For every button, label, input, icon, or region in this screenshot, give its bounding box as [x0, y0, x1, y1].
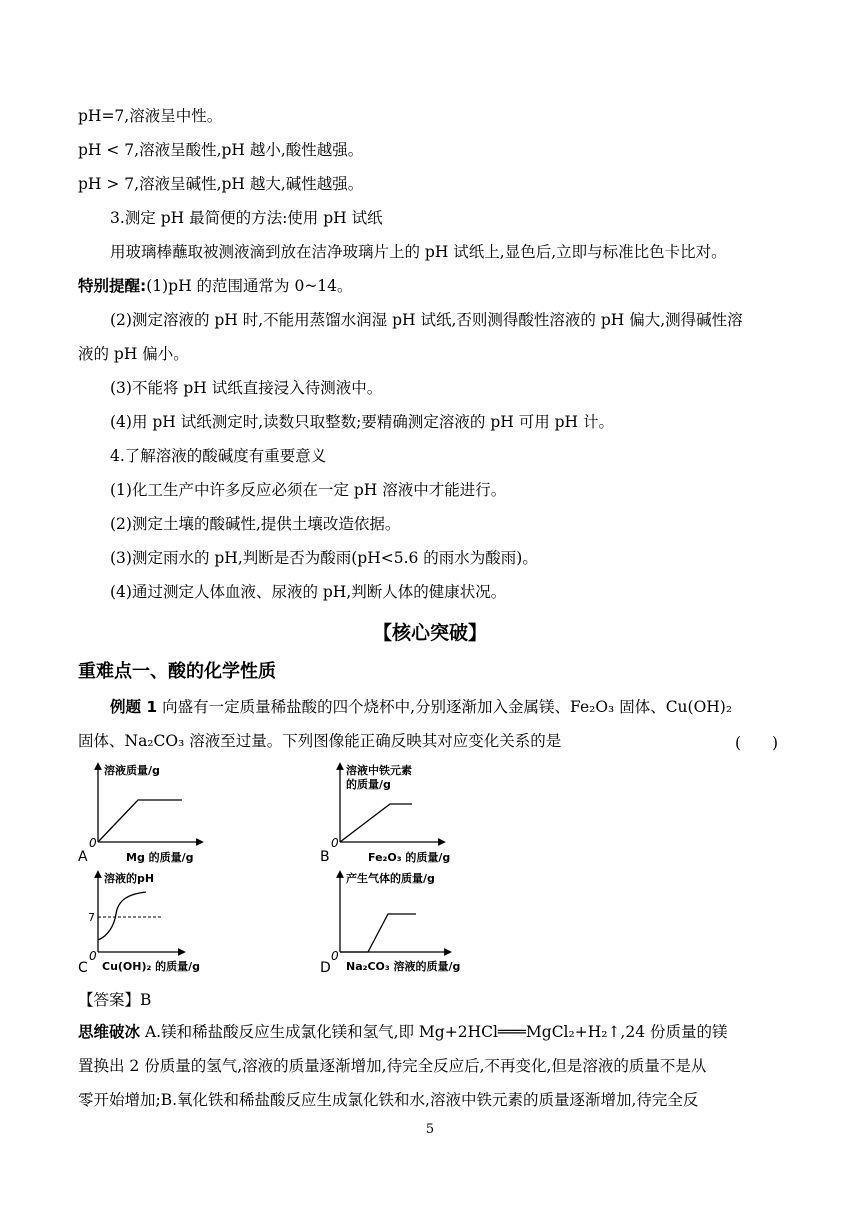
- example-text-1: 向盛有一定质量稀盐酸的四个烧杯中,分别逐渐加入金属镁、Fe₂O₃ 固体、Cu(OH)₂: [162, 698, 733, 716]
- analysis-text-1: A.镁和稀盐酸反应生成氯化镁和氢气,即 Mg+2HCl═══MgCl₂+H₂↑,24 份质量的镁: [144, 1023, 728, 1041]
- graph-a: [78, 760, 278, 865]
- text-line: 4.了解溶液的酸碱度有重要意义: [110, 447, 327, 465]
- origin-label: 0: [331, 949, 339, 963]
- reminder-text: (1)pH 的范围通常为 0~14。: [146, 277, 353, 295]
- option-letter: C: [78, 960, 88, 976]
- y-label-1: 溶液中铁元素: [346, 764, 412, 777]
- text-line: 3.测定 pH 最简便的方法:使用 pH 试纸: [110, 209, 383, 227]
- graph-b: [320, 760, 520, 865]
- y-label-2: 的质量/g: [346, 778, 391, 791]
- y-label: 产生气体的质量/g: [346, 872, 435, 885]
- reminder-label: 特别提醒:: [78, 277, 147, 295]
- page-number: 5: [425, 1122, 435, 1137]
- graph-line: [98, 892, 146, 940]
- graph-line: [340, 914, 416, 952]
- x-label: Fe₂O₃ 的质量/g: [368, 851, 451, 864]
- text-line: (4)通过测定人体血液、尿液的 pH,判断人体的健康状况。: [110, 583, 507, 601]
- x-label: Mg 的质量/g: [126, 851, 194, 864]
- analysis-line-1: [78, 1022, 728, 1042]
- text-line: (2)测定溶液的 pH 时,不能用蒸馏水润湿 pH 试纸,否则测得酸性溶液的 pH 偏大,测得碱性溶: [110, 311, 743, 329]
- tick-label: 7: [88, 911, 95, 924]
- graph-c: [78, 868, 288, 978]
- text-line: pH < 7,溶液呈酸性,pH 越小,酸性越强。: [78, 141, 364, 159]
- text-line: (4)用 pH 试纸测定时,读数只取整数;要精确测定溶液的 pH 可用 pH 计。: [110, 413, 614, 431]
- origin-label: 0: [331, 836, 339, 850]
- analysis-label: 思维破冰: [78, 1023, 141, 1041]
- answer: 【答案】B: [78, 991, 152, 1009]
- example-text-2: 固体、Na₂CO₃ 溶液至过量。下列图像能正确反映其对应变化关系的是: [78, 732, 562, 750]
- x-label: Cu(OH)₂ 的质量/g: [102, 960, 201, 973]
- graph-line: [340, 804, 412, 842]
- answer-blank: ( ): [735, 734, 779, 752]
- example-label: 例题 1: [110, 698, 158, 716]
- option-letter: A: [78, 849, 88, 865]
- graph-line: [98, 800, 182, 842]
- reminder-line: [78, 276, 353, 296]
- x-label: Na₂CO₃ 溶液的质量/g: [346, 960, 461, 973]
- text-line: (2)测定土壤的酸碱性,提供土壤改造依据。: [110, 515, 401, 533]
- text-line: (3)测定雨水的 pH,判断是否为酸雨(pH<5.6 的雨水为酸雨)。: [110, 549, 538, 567]
- heading-acid-properties: 重难点一、酸的化学性质: [78, 661, 276, 682]
- option-letter: B: [320, 849, 330, 865]
- option-letter: D: [320, 960, 331, 976]
- analysis-line-3: 零开始增加;B.氧化铁和稀盐酸反应生成氯化铁和水,溶液中铁元素的质量逐渐增加,待完全反: [78, 1091, 699, 1109]
- y-label: 溶液质量/g: [104, 764, 160, 777]
- origin-label: 0: [89, 949, 97, 963]
- graph-d: [320, 868, 540, 978]
- example-line-1: [110, 697, 732, 717]
- text-line: pH > 7,溶液呈碱性,pH 越大,碱性越强。: [78, 175, 364, 193]
- origin-label: 0: [89, 836, 97, 850]
- text-line: 液的 pH 偏小。: [78, 345, 189, 363]
- y-label: 溶液的pH: [104, 872, 155, 885]
- text-line: (3)不能将 pH 试纸直接浸入待测液中。: [110, 379, 383, 397]
- text-line: pH=7,溶液呈中性。: [78, 107, 223, 125]
- text-line: (1)化工生产中许多反应必须在一定 pH 溶液中才能进行。: [110, 481, 507, 499]
- analysis-line-2: 置换出 2 份质量的氢气,溶液的质量逐渐增加,待完全反应后,不再变化,但是溶液的质量不是从: [78, 1057, 707, 1075]
- text-line: 用玻璃棒蘸取被测液滴到放在洁净玻璃片上的 pH 试纸上,显色后,立即与标准比色卡比对。: [110, 243, 727, 261]
- section-title: 【核心突破】: [372, 622, 487, 644]
